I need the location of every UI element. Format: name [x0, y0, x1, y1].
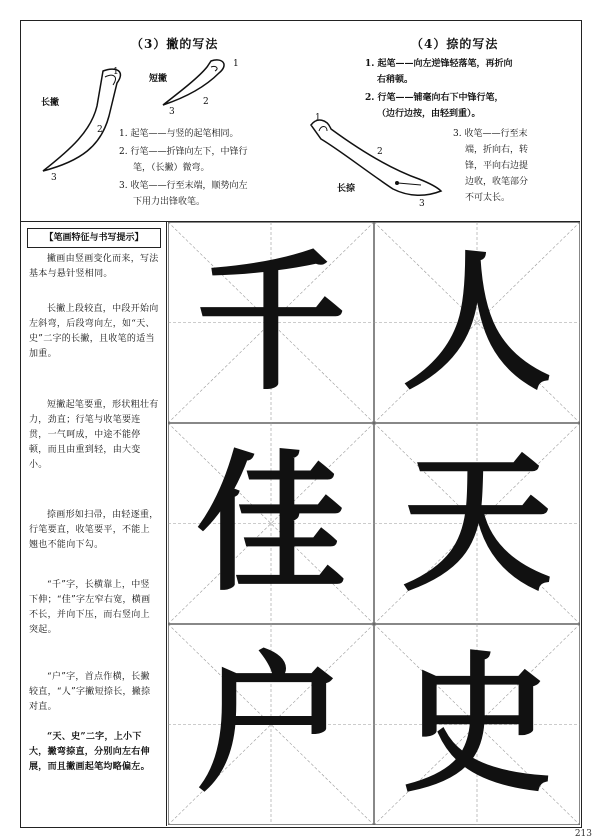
marker-1: 1 [315, 113, 321, 123]
marker-2: 2 [203, 97, 209, 107]
short-pie-label: 短撇 [149, 74, 168, 84]
section4-title: （4）捺的写法 [411, 37, 499, 51]
writing-tips-column [21, 222, 167, 826]
tip-paragraph: “千”字，长横靠上，中竖下伸；“佳”字左窄右宽，横画不长，并向下压，而右竖向上突起。 [29, 580, 151, 635]
calligraphy-character: 人 [401, 234, 552, 411]
calligraphy-character: 天 [401, 435, 552, 612]
section4-step3: 3. 收笔——行至末 [453, 129, 528, 139]
marker-3: 3 [169, 107, 175, 117]
grid-cell [374, 624, 580, 825]
section4-step: 右稍顿。 [377, 75, 414, 85]
grid-cell [374, 423, 580, 624]
section4-step: （边行边按，由轻到重）。 [377, 109, 481, 119]
section4-step3: 锋，平向右边提 [465, 161, 529, 171]
marker-3: 3 [51, 173, 57, 183]
page [20, 20, 582, 828]
calligraphy-character: 千 [195, 234, 346, 411]
long-na-label: 长捺 [337, 184, 356, 194]
tip-paragraph-final: “天、史”二字，上小下大，撇弯捺直，分别向左右伸展，而且撇画起笔均略偏左。 [29, 732, 150, 772]
marker-2: 2 [97, 125, 103, 135]
marker-1: 1 [233, 59, 239, 69]
tip-paragraph: “户”字，首点作横，长撇较直，“人”字撇短捺长，撇捺对直。 [29, 672, 151, 712]
section3-step: 2. 行笔——折锋向左下，中锋行 [119, 147, 248, 157]
section4-step3: 边收，收笔部分 [465, 177, 529, 187]
page-number: 213 [574, 829, 592, 839]
stroke-method-section [21, 21, 580, 222]
long-pie-stroke [43, 69, 120, 171]
character-grid [168, 222, 580, 826]
long-na-stroke [311, 120, 441, 195]
grid-cell [168, 624, 374, 825]
section3-title: （3）撇的写法 [131, 37, 219, 51]
section3-step: 1. 起笔——与竖的起笔相同。 [119, 129, 239, 139]
tip-paragraph: 长撇上段较直，中段开始向左斜弯，后段弯向左，如“天、史”二字的长撇，且收笔的适当加重。 [29, 304, 159, 359]
section3-step: 3. 收笔——行至末端，顺势向左 [119, 181, 248, 191]
grid-cell [374, 222, 580, 423]
tip-paragraph: 撇画由竖画变化而来，写法基本与悬针竖相同。 [29, 254, 159, 279]
grid-cell [168, 222, 374, 423]
marker-3: 3 [419, 199, 425, 209]
section4-step3: 端，折向右，转 [465, 145, 529, 155]
calligraphy-character: 史 [401, 636, 552, 813]
section4-step: 2. 行笔——铺毫向右下中锋行笔， [365, 93, 504, 103]
calligraphy-character: 户 [195, 636, 346, 813]
marker-1: 1 [113, 67, 119, 77]
tip-paragraph: 捺画形如扫帚，由轻逐重，行笔要直，收笔要平，不能上翘也不能向下勾。 [29, 510, 159, 550]
section4-step3: 不可太长。 [465, 193, 511, 203]
section3-step: 笔，（长撇）微弯。 [133, 163, 210, 173]
section3-step: 下用力出锋收笔。 [133, 197, 206, 207]
grid-cell [168, 423, 374, 624]
calligraphy-character: 佳 [195, 435, 346, 612]
tips-heading: 【笔画特征与书写提示】 [27, 228, 161, 248]
tip-paragraph: 短撇起笔要重，形状粗壮有力，劲直；行笔与收笔要连贯，一气呵成，中途不能停顿，而且由重到轻，由大变小。 [29, 400, 159, 470]
marker-2: 2 [377, 147, 383, 157]
long-pie-label: 长撇 [41, 98, 60, 108]
section4-step: 1. 起笔——向左逆锋轻落笔，再折向 [365, 59, 513, 69]
